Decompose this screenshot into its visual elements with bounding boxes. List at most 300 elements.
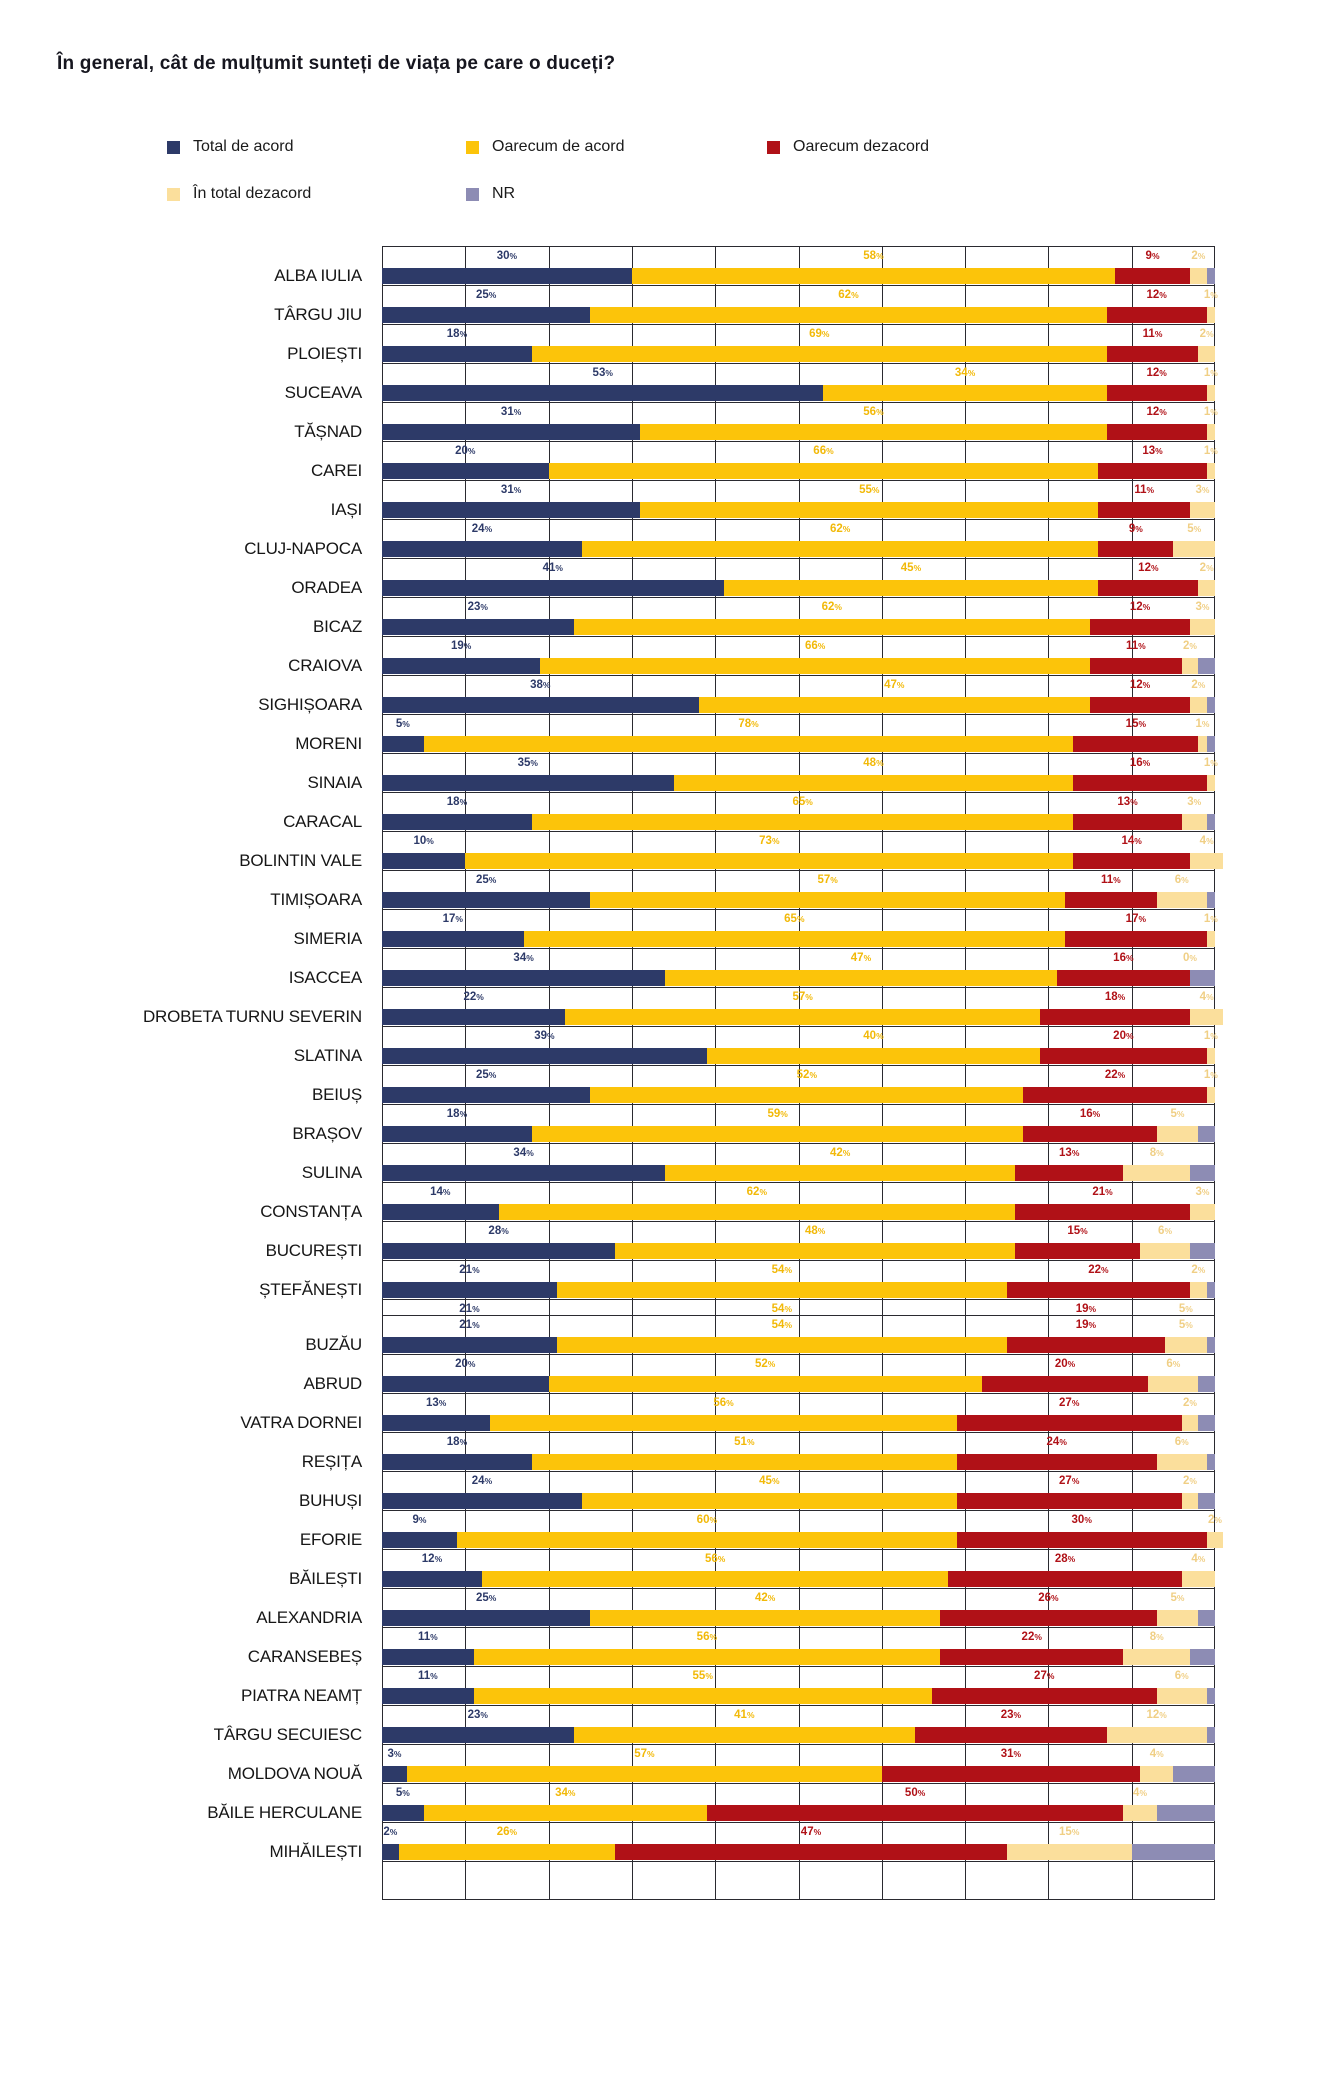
value-label: [863, 405, 883, 419]
segment-oarecum_dezacord: [1040, 1009, 1190, 1025]
value-number: 4: [1199, 835, 1207, 847]
value-number: 1: [1203, 1069, 1211, 1081]
value-label: [413, 834, 433, 848]
value-label: [447, 1107, 467, 1121]
city-label: BUCUREȘTI: [265, 1241, 362, 1260]
segment-total_dezacord: [1190, 1282, 1207, 1298]
segment-nr: [1198, 1376, 1215, 1392]
segment-total_dezacord: [1182, 1571, 1215, 1587]
segment-total_acord: [382, 502, 640, 518]
value-number: 3: [387, 1748, 394, 1760]
value-number: 11: [1134, 484, 1147, 496]
percent-sign: %: [555, 563, 563, 573]
percent-sign: %: [1071, 1148, 1080, 1158]
value-number: 13: [425, 1397, 439, 1409]
value-number: 51: [734, 1436, 747, 1448]
percent-sign: %: [1156, 1632, 1164, 1642]
segment-oarecum_acord: [424, 1805, 707, 1821]
segment-oarecum_dezacord: [1098, 502, 1190, 518]
percent-sign: %: [605, 368, 613, 378]
value-label: [451, 639, 471, 653]
segment-total_acord: [382, 1649, 474, 1665]
segment-oarecum_acord: [532, 1126, 1023, 1142]
value-number: 13: [1059, 1147, 1072, 1159]
segment-oarecum_dezacord: [707, 1805, 1124, 1821]
percent-sign: %: [1201, 1187, 1210, 1197]
row-separator: [382, 1471, 1215, 1472]
segment-oarecum_acord: [407, 1766, 882, 1782]
percent-sign: %: [1164, 1226, 1172, 1236]
value-label: [472, 1474, 492, 1488]
value-label: [488, 1224, 508, 1238]
value-number: 25: [475, 1069, 489, 1081]
segment-oarecum_acord: [474, 1688, 932, 1704]
segment-nr: [1207, 736, 1215, 752]
value-number: 52: [754, 1358, 768, 1370]
segment-total_dezacord: [1207, 1087, 1215, 1103]
value-number: 27: [1059, 1397, 1072, 1409]
percent-sign: %: [513, 407, 522, 417]
percent-sign: %: [913, 563, 922, 573]
percent-sign: %: [1176, 1109, 1185, 1119]
segment-total_acord: [382, 385, 823, 401]
segment-total_acord: [382, 1766, 407, 1782]
value-label: [1143, 327, 1163, 341]
value-number: 41: [542, 562, 556, 574]
segment-oarecum_dezacord: [1073, 814, 1181, 830]
percent-sign: %: [1071, 1398, 1080, 1408]
value-number: 5: [1178, 1319, 1186, 1331]
value-label: [884, 678, 904, 692]
value-label: [1142, 444, 1162, 458]
city-label: MIHĂILEȘTI: [269, 1842, 362, 1861]
percent-sign: %: [813, 1827, 822, 1837]
value-label: [1204, 1029, 1218, 1043]
segment-oarecum_dezacord: [1107, 346, 1199, 362]
value-number: 18: [1104, 991, 1118, 1003]
value-number: 12: [1146, 367, 1160, 379]
segment-total_acord: [382, 931, 524, 947]
city-label: SUCEAVA: [284, 383, 362, 402]
chart-panel-1-category-labels: [0, 246, 372, 1315]
value-number: 24: [1046, 1436, 1060, 1448]
percent-sign: %: [896, 680, 905, 690]
value-number: 56: [713, 1397, 727, 1409]
value-number: 4: [1133, 1787, 1140, 1799]
segment-oarecum_acord: [399, 1844, 616, 1860]
row-separator: [382, 1744, 1215, 1745]
value-label: [383, 1825, 397, 1839]
segment-oarecum_acord: [549, 1376, 982, 1392]
value-number: 15: [1059, 1826, 1072, 1838]
percent-sign: %: [746, 1710, 755, 1720]
value-label: [1047, 1435, 1067, 1449]
percent-sign: %: [1146, 485, 1155, 495]
value-label: [413, 1513, 427, 1527]
value-label: [468, 600, 488, 614]
percent-sign: %: [459, 797, 468, 807]
value-label: [1158, 1224, 1172, 1238]
value-number: 22: [1021, 1631, 1035, 1643]
row-separator: [382, 1104, 1215, 1105]
value-label: [1022, 1630, 1042, 1644]
value-number: 42: [829, 1147, 843, 1159]
percent-sign: %: [542, 680, 551, 690]
percent-sign: %: [1154, 329, 1163, 339]
value-number: 11: [1142, 328, 1155, 340]
value-label: [1187, 795, 1201, 809]
row-separator: [382, 675, 1215, 676]
value-label: [863, 249, 883, 263]
segment-total_dezacord: [1190, 1204, 1215, 1220]
row-separator: [382, 909, 1215, 910]
segment-total_acord: [382, 1610, 590, 1626]
segment-oarecum_dezacord: [957, 1493, 1182, 1509]
value-label: [472, 522, 492, 536]
city-label: DROBETA TURNU SEVERIN: [142, 1007, 362, 1026]
percent-sign: %: [876, 1031, 884, 1041]
percent-sign: %: [1100, 1265, 1109, 1275]
value-label: [1171, 1591, 1185, 1605]
value-number: 1: [1203, 289, 1211, 301]
value-number: 1: [1203, 367, 1211, 379]
city-label: BOLINTIN VALE: [239, 851, 362, 870]
value-label: [1147, 366, 1167, 380]
percent-sign: %: [1193, 797, 1202, 807]
value-number: 62: [838, 289, 852, 301]
legend-swatch-total-acord-icon: [167, 141, 180, 154]
row-separator: [382, 1666, 1215, 1667]
segment-oarecum_acord: [590, 1610, 940, 1626]
value-label: [476, 1068, 496, 1082]
city-label: PIATRA NEAMȚ: [240, 1686, 362, 1705]
segment-total_dezacord: [1198, 736, 1206, 752]
percent-sign: %: [1125, 953, 1134, 963]
percent-sign: %: [438, 1398, 447, 1408]
city-label: BĂILEȘTI: [288, 1569, 362, 1588]
value-label: [1183, 639, 1197, 653]
percent-sign: %: [1088, 1304, 1097, 1314]
chart-panel-2-plot-area: [382, 1315, 1222, 1900]
segment-total_acord: [382, 1454, 532, 1470]
segment-total_acord: [382, 1805, 424, 1821]
percent-sign: %: [705, 1671, 713, 1681]
percent-sign: %: [1059, 1437, 1067, 1447]
value-label: [1191, 1263, 1205, 1277]
value-label: [1147, 1708, 1167, 1722]
segment-oarecum_dezacord: [1090, 658, 1182, 674]
percent-sign: %: [488, 875, 497, 885]
value-number: 18: [446, 328, 460, 340]
segment-total_acord: [382, 775, 674, 791]
segment-nr: [1190, 1243, 1215, 1259]
segment-total_acord: [382, 658, 540, 674]
value-number: 2: [1191, 679, 1198, 691]
value-number: 31: [1000, 1748, 1014, 1760]
segment-oarecum_acord: [532, 1454, 957, 1470]
segment-total_acord: [382, 580, 724, 596]
segment-total_dezacord: [1190, 853, 1223, 869]
value-label: [1117, 795, 1137, 809]
segment-total_acord: [382, 1571, 482, 1587]
segment-oarecum_dezacord: [957, 1454, 1157, 1470]
percent-sign: %: [771, 1476, 780, 1486]
value-number: 5: [1187, 523, 1194, 535]
value-label: [817, 873, 837, 887]
city-label: VATRA DORNEI: [240, 1413, 362, 1432]
percent-sign: %: [1046, 1671, 1055, 1681]
percent-sign: %: [876, 251, 884, 261]
value-label: [530, 678, 550, 692]
value-label: [1001, 1747, 1021, 1761]
percent-sign: %: [647, 1749, 655, 1759]
percent-sign: %: [1181, 1437, 1189, 1447]
value-label: [555, 1786, 575, 1800]
percent-sign: %: [1201, 719, 1210, 729]
value-number: 30: [496, 250, 510, 262]
segment-total_acord: [382, 1493, 582, 1509]
segment-oarecum_acord: [499, 1204, 1015, 1220]
city-label: CRAIOVA: [288, 656, 362, 675]
value-number: 41: [734, 1709, 747, 1721]
percent-sign: %: [430, 1632, 438, 1642]
percent-sign: %: [488, 1070, 497, 1080]
segment-nr: [1207, 1282, 1215, 1298]
segment-total_dezacord: [1123, 1649, 1190, 1665]
percent-sign: %: [1138, 719, 1147, 729]
value-label: [797, 1068, 817, 1082]
segment-oarecum_acord: [557, 1282, 1007, 1298]
value-number: 4: [1149, 1748, 1157, 1760]
segment-oarecum_acord: [457, 1532, 957, 1548]
percent-sign: %: [480, 602, 488, 612]
value-number: 31: [500, 484, 514, 496]
value-number: 20: [1113, 1030, 1126, 1042]
value-label: [1034, 1669, 1054, 1683]
value-number: 25: [475, 289, 489, 301]
value-number: 38: [530, 679, 543, 691]
percent-sign: %: [1051, 1593, 1059, 1603]
percent-sign: %: [467, 1359, 476, 1369]
row-separator: [382, 1182, 1215, 1183]
legend-label-total-dezacord: În total dezacord: [193, 185, 312, 202]
value-label: [1113, 1029, 1133, 1043]
value-number: 19: [1075, 1303, 1089, 1315]
value-number: 9: [1128, 523, 1136, 535]
segment-total_acord: [382, 1415, 490, 1431]
value-label: [418, 1669, 438, 1683]
percent-sign: %: [1138, 914, 1147, 924]
value-label: [459, 1318, 479, 1332]
segment-total_dezacord: [1207, 307, 1215, 323]
value-label: [1179, 1318, 1193, 1332]
segment-nr: [1207, 1454, 1215, 1470]
legend-swatch-oarecum-dezacord-icon: [767, 141, 780, 154]
panel-bottom-border: [382, 1899, 1215, 1900]
value-number: 62: [829, 523, 843, 535]
percent-sign: %: [842, 1148, 851, 1158]
segment-nr: [1190, 1649, 1215, 1665]
city-label: MORENI: [295, 734, 362, 753]
row-separator: [382, 402, 1215, 403]
value-number: 16: [1079, 1108, 1093, 1120]
percent-sign: %: [759, 1187, 768, 1197]
value-number: 54: [771, 1264, 785, 1276]
value-number: 23: [467, 1709, 481, 1721]
value-label: [1200, 561, 1214, 575]
value-label: [1055, 1552, 1075, 1566]
segment-total_acord: [382, 1376, 549, 1392]
segment-total_acord: [382, 736, 424, 752]
value-label: [1059, 1396, 1079, 1410]
value-number: 0: [1183, 952, 1190, 964]
value-number: 13: [1142, 445, 1156, 457]
city-label: CLUJ-NAPOCA: [244, 539, 362, 558]
percent-sign: %: [1159, 1710, 1167, 1720]
segment-oarecum_dezacord: [1015, 1165, 1123, 1181]
value-label: [813, 444, 833, 458]
value-number: 59: [767, 1108, 781, 1120]
value-number: 34: [513, 1147, 527, 1159]
value-label: [830, 522, 850, 536]
percent-sign: %: [1159, 368, 1167, 378]
percent-sign: %: [1071, 1827, 1080, 1837]
segment-total_dezacord: [1123, 1165, 1190, 1181]
value-number: 20: [455, 1358, 468, 1370]
percent-sign: %: [1117, 1070, 1126, 1080]
row-separator: [382, 1299, 1215, 1300]
segment-oarecum_dezacord: [1115, 268, 1190, 284]
percent-sign: %: [1201, 602, 1210, 612]
value-label: [1187, 522, 1201, 536]
page-title: În general, cât de mulțumit sunteți de viața pe care o duceți?: [57, 52, 616, 74]
segment-oarecum_acord: [465, 853, 1073, 869]
percent-sign: %: [1214, 1515, 1222, 1525]
value-number: 27: [1034, 1670, 1047, 1682]
segment-nr: [1207, 1727, 1215, 1743]
value-number: 58: [863, 250, 877, 262]
segment-total_dezacord: [1207, 385, 1215, 401]
value-label: [693, 1669, 713, 1683]
value-label: [734, 1435, 754, 1449]
row-separator: [382, 1822, 1215, 1823]
legend-label-oarecum-dezacord: Oarecum dezacord: [793, 138, 930, 155]
value-label: [447, 327, 467, 341]
value-label: [1147, 288, 1167, 302]
value-number: 3: [1195, 1186, 1202, 1198]
percent-sign: %: [1084, 1515, 1092, 1525]
value-number: 62: [821, 601, 835, 613]
row-separator: [382, 1510, 1215, 1511]
percent-sign: %: [717, 1554, 726, 1564]
value-number: 53: [592, 367, 606, 379]
value-number: 60: [696, 1514, 710, 1526]
value-number: 57: [792, 991, 806, 1003]
row-separator: [382, 441, 1215, 442]
value-label: [1204, 366, 1218, 380]
value-number: 34: [555, 1787, 568, 1799]
percent-sign: %: [1150, 563, 1159, 573]
chart-panel-2: [0, 1315, 1326, 1915]
city-label: CARANSEBEȘ: [247, 1647, 362, 1666]
value-number: 21: [459, 1264, 473, 1276]
segment-oarecum_acord: [557, 1337, 1007, 1353]
value-number: 1: [1203, 913, 1211, 925]
city-label: BUHUȘI: [298, 1491, 362, 1510]
legend-label-oarecum-acord: Oarecum de acord: [492, 138, 625, 155]
value-number: 5: [1170, 1592, 1177, 1604]
value-label: [1204, 405, 1218, 419]
value-label: [426, 1396, 446, 1410]
segment-total_acord: [382, 892, 590, 908]
segment-oarecum_dezacord: [1023, 1087, 1206, 1103]
value-label: [772, 1318, 792, 1332]
value-label: [1204, 288, 1218, 302]
segment-total_acord: [382, 1165, 665, 1181]
segment-oarecum_dezacord: [957, 1532, 1207, 1548]
segment-nr: [1207, 814, 1215, 830]
value-number: 20: [1054, 1358, 1068, 1370]
percent-sign: %: [709, 1515, 718, 1525]
percent-sign: %: [826, 446, 834, 456]
value-number: 28: [1054, 1553, 1068, 1565]
value-number: 2: [1208, 1514, 1215, 1526]
value-label: [1105, 990, 1125, 1004]
value-number: 12: [1129, 679, 1143, 691]
percent-sign: %: [1197, 1265, 1206, 1275]
city-label: CONSTANȚA: [260, 1202, 362, 1221]
value-label: [1059, 1825, 1079, 1839]
value-label: [1146, 249, 1160, 263]
segment-total_acord: [382, 1204, 499, 1220]
value-label: [955, 366, 975, 380]
percent-sign: %: [509, 251, 518, 261]
segment-nr: [1157, 1805, 1215, 1821]
segment-oarecum_dezacord: [882, 1766, 1140, 1782]
value-number: 65: [792, 796, 806, 808]
value-label: [1001, 1708, 1021, 1722]
segment-nr: [1207, 268, 1215, 284]
city-label: CAREI: [311, 461, 362, 480]
value-number: 55: [859, 484, 872, 496]
row-separator: [382, 870, 1215, 871]
row-separator: [382, 636, 1215, 637]
value-label: [1076, 1318, 1096, 1332]
percent-sign: %: [1185, 1320, 1193, 1330]
segment-oarecum_dezacord: [932, 1688, 1157, 1704]
percent-sign: %: [1181, 875, 1189, 885]
segment-total_acord: [382, 1282, 557, 1298]
percent-sign: %: [851, 290, 859, 300]
row-separator: [382, 1354, 1215, 1355]
value-label: [697, 1630, 717, 1644]
segment-oarecum_dezacord: [1107, 424, 1207, 440]
segment-oarecum_acord: [582, 1493, 957, 1509]
value-number: 2: [383, 1826, 390, 1838]
value-number: 3: [1195, 484, 1202, 496]
legend-item-oarecum-acord: [466, 138, 625, 156]
percent-sign: %: [1139, 1788, 1147, 1798]
value-label: [497, 249, 517, 263]
segment-total_acord: [382, 1048, 707, 1064]
percent-sign: %: [784, 1320, 793, 1330]
segment-total_dezacord: [1157, 1688, 1207, 1704]
value-number: 1: [1203, 1030, 1211, 1042]
percent-sign: %: [1071, 1476, 1080, 1486]
value-label: [1171, 1107, 1185, 1121]
value-label: [543, 561, 563, 575]
value-label: [1076, 1302, 1096, 1315]
